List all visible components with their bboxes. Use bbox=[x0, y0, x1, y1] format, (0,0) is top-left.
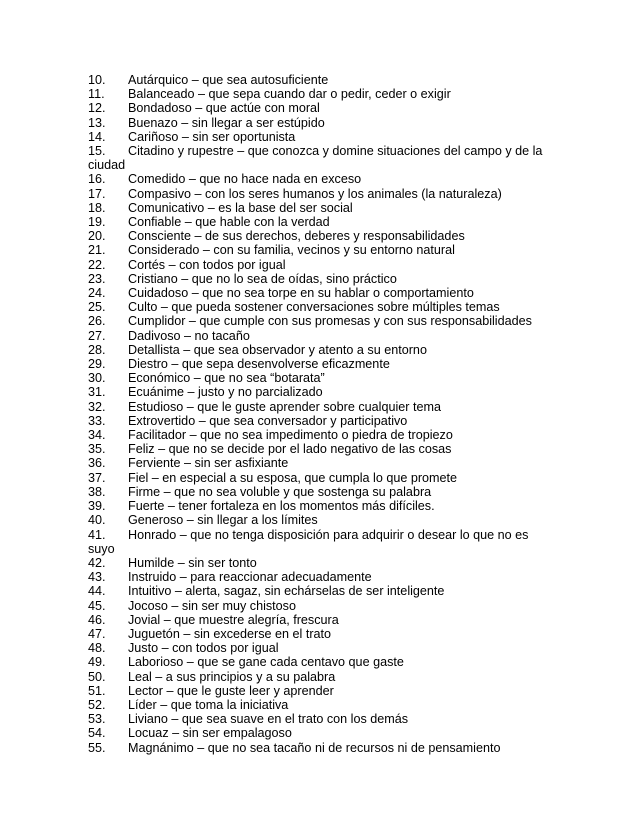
item-number: 19. bbox=[88, 215, 106, 230]
item-text: Honrado – que no tenga disposición para adquirir o desear lo que no es bbox=[128, 527, 529, 542]
list-item bbox=[88, 641, 558, 655]
list-item bbox=[88, 599, 558, 613]
item-text: Fiel – en especial a su esposa, que cumpla lo que promete bbox=[128, 470, 458, 485]
item-text: Comunicativo – es la base del ser social bbox=[128, 200, 353, 215]
item-number: 36. bbox=[88, 456, 106, 471]
item-text: Generoso – sin llegar a los límites bbox=[128, 513, 318, 528]
item-text-continuation: suyo bbox=[88, 541, 115, 556]
item-text: Intuitivo – alerta, sagaz, sin echárselas de ser inteligente bbox=[128, 584, 445, 599]
item-text: Fuerte – tener fortaleza en los momentos más difíciles. bbox=[128, 499, 435, 514]
list-item bbox=[88, 229, 558, 243]
item-number: 43. bbox=[88, 570, 106, 585]
list-item bbox=[88, 684, 558, 698]
item-text: Laborioso – que se gane cada centavo que gaste bbox=[128, 655, 404, 670]
list-item bbox=[88, 130, 558, 144]
item-number: 37. bbox=[88, 470, 106, 485]
item-number: 48. bbox=[88, 641, 106, 656]
item-text: Comedido – que no hace nada en exceso bbox=[128, 172, 362, 187]
list-item bbox=[88, 698, 558, 712]
item-text: Cumplidor – que cumple con sus promesas y con sus responsabilidades bbox=[128, 314, 532, 329]
item-number: 17. bbox=[88, 186, 106, 201]
list-item bbox=[88, 456, 558, 470]
list-item bbox=[88, 556, 558, 570]
numbered-list bbox=[88, 73, 558, 755]
list-item bbox=[88, 116, 558, 130]
item-number: 14. bbox=[88, 129, 106, 144]
item-number: 47. bbox=[88, 626, 106, 641]
item-number: 32. bbox=[88, 399, 106, 414]
item-text: Balanceado – que sepa cuando dar o pedir, ceder o exigir bbox=[128, 87, 451, 102]
list-item bbox=[88, 400, 558, 414]
item-text: Bondadoso – que actúe con moral bbox=[128, 101, 320, 116]
item-number: 53. bbox=[88, 712, 106, 727]
item-text: Liviano – que sea suave en el trato con los demás bbox=[128, 712, 409, 727]
item-number: 25. bbox=[88, 300, 106, 315]
item-text: Detallista – que sea observador y atento a su entorno bbox=[128, 342, 427, 357]
item-number: 12. bbox=[88, 101, 106, 116]
item-text: Instruido – para reaccionar adecuadamente bbox=[128, 570, 372, 585]
list-item bbox=[88, 414, 558, 428]
list-item bbox=[88, 329, 558, 343]
list-item bbox=[88, 442, 558, 456]
item-text: Cuidadoso – que no sea torpe en su hablar o comportamiento bbox=[128, 286, 474, 301]
list-item bbox=[88, 187, 558, 201]
item-text: Ecuánime – justo y no parcializado bbox=[128, 385, 323, 400]
item-text: Cristiano – que no lo sea de oídas, sino práctico bbox=[128, 271, 397, 286]
item-number: 27. bbox=[88, 328, 106, 343]
item-text: Buenazo – sin llegar a ser estúpido bbox=[128, 115, 325, 130]
item-text: Justo – con todos por igual bbox=[128, 641, 279, 656]
item-number: 38. bbox=[88, 484, 106, 499]
item-number: 26. bbox=[88, 314, 106, 329]
item-text: Juguetón – sin excederse en el trato bbox=[128, 626, 332, 641]
item-text: Jocoso – sin ser muy chistoso bbox=[128, 598, 296, 613]
item-text: Leal – a sus principios y a su palabra bbox=[128, 669, 336, 684]
item-text: Confiable – que hable con la verdad bbox=[128, 215, 330, 230]
list-item bbox=[88, 528, 558, 556]
item-number: 15. bbox=[88, 144, 106, 159]
list-item bbox=[88, 712, 558, 726]
item-text: Lector – que le guste leer y aprender bbox=[128, 683, 334, 698]
list-item bbox=[88, 513, 558, 527]
item-text: Extrovertido – que sea conversador y participativo bbox=[128, 413, 408, 428]
item-number: 39. bbox=[88, 499, 106, 514]
item-text: Cariñoso – sin ser oportunista bbox=[128, 129, 296, 144]
list-item bbox=[88, 144, 558, 172]
item-number: 55. bbox=[88, 740, 106, 755]
list-item bbox=[88, 172, 558, 186]
item-text: Líder – que toma la iniciativa bbox=[128, 697, 289, 712]
item-number: 30. bbox=[88, 371, 106, 386]
item-number: 45. bbox=[88, 598, 106, 613]
item-number: 49. bbox=[88, 655, 106, 670]
item-text: Magnánimo – que no sea tacaño ni de recursos ni de pensamiento bbox=[128, 740, 501, 755]
list-item bbox=[88, 101, 558, 115]
item-text: Citadino y rupestre – que conozca y domine situaciones del campo y de la bbox=[128, 144, 543, 159]
list-item bbox=[88, 499, 558, 513]
item-number: 46. bbox=[88, 612, 106, 627]
list-item bbox=[88, 286, 558, 300]
list-item bbox=[88, 613, 558, 627]
item-number: 10. bbox=[88, 73, 106, 87]
item-text: Firme – que no sea voluble y que sostenga su palabra bbox=[128, 484, 432, 499]
item-number: 21. bbox=[88, 243, 106, 258]
item-text: Locuaz – sin ser empalagoso bbox=[128, 726, 292, 741]
list-item bbox=[88, 627, 558, 641]
list-item bbox=[88, 670, 558, 684]
list-item bbox=[88, 73, 558, 87]
item-text: Considerado – con su familia, vecinos y su entorno natural bbox=[128, 243, 455, 258]
item-text-continuation: ciudad bbox=[88, 158, 126, 173]
item-number: 44. bbox=[88, 584, 106, 599]
list-item bbox=[88, 272, 558, 286]
list-item bbox=[88, 343, 558, 357]
item-number: 16. bbox=[88, 172, 106, 187]
item-number: 42. bbox=[88, 555, 106, 570]
list-item bbox=[88, 243, 558, 257]
list-item bbox=[88, 655, 558, 669]
item-number: 22. bbox=[88, 257, 106, 272]
list-item bbox=[88, 570, 558, 584]
item-number: 40. bbox=[88, 513, 106, 528]
item-text: Facilitador – que no sea impedimento o piedra de tropiezo bbox=[128, 428, 453, 443]
list-item bbox=[88, 471, 558, 485]
item-text: Ferviente – sin ser asfixiante bbox=[128, 456, 289, 471]
list-item bbox=[88, 584, 558, 598]
item-number: 33. bbox=[88, 413, 106, 428]
item-text: Diestro – que sepa desenvolverse eficazmente bbox=[128, 357, 390, 372]
item-number: 34. bbox=[88, 428, 106, 443]
item-text: Culto – que pueda sostener conversaciones sobre múltiples temas bbox=[128, 300, 500, 315]
list-item bbox=[88, 428, 558, 442]
item-number: 29. bbox=[88, 357, 106, 372]
item-number: 20. bbox=[88, 229, 106, 244]
list-item bbox=[88, 385, 558, 399]
list-item bbox=[88, 371, 558, 385]
list-item bbox=[88, 314, 558, 328]
item-text: Humilde – sin ser tonto bbox=[128, 555, 257, 570]
list-item bbox=[88, 215, 558, 229]
list-item bbox=[88, 87, 558, 101]
item-number: 24. bbox=[88, 286, 106, 301]
item-text: Económico – que no sea “botarata” bbox=[128, 371, 325, 386]
item-number: 11. bbox=[88, 87, 105, 102]
item-text: Jovial – que muestre alegría, frescura bbox=[128, 612, 339, 627]
item-text: Cortés – con todos por igual bbox=[128, 257, 286, 272]
list-item bbox=[88, 357, 558, 371]
item-text: Consciente – de sus derechos, deberes y responsabilidades bbox=[128, 229, 465, 244]
item-number: 54. bbox=[88, 726, 106, 741]
item-number: 41. bbox=[88, 527, 106, 542]
item-text: Estudioso – que le guste aprender sobre cualquier tema bbox=[128, 399, 441, 414]
item-text: Feliz – que no se decide por el lado negativo de las cosas bbox=[128, 442, 452, 457]
list-item bbox=[88, 201, 558, 215]
list-item bbox=[88, 726, 558, 740]
item-text: Dadivoso – no tacaño bbox=[128, 328, 250, 343]
item-text: Compasivo – con los seres humanos y los animales (la naturaleza) bbox=[128, 186, 502, 201]
item-number: 18. bbox=[88, 200, 106, 215]
list-item bbox=[88, 300, 558, 314]
item-number: 13. bbox=[88, 115, 106, 130]
list-item bbox=[88, 258, 558, 272]
list-item bbox=[88, 741, 558, 755]
item-number: 50. bbox=[88, 669, 106, 684]
list-item bbox=[88, 485, 558, 499]
item-number: 35. bbox=[88, 442, 106, 457]
item-number: 23. bbox=[88, 271, 106, 286]
item-number: 28. bbox=[88, 342, 106, 357]
item-number: 52. bbox=[88, 697, 106, 712]
item-number: 51. bbox=[88, 683, 106, 698]
item-number: 31. bbox=[88, 385, 106, 400]
item-text: Autárquico – que sea autosuficiente bbox=[128, 73, 329, 87]
